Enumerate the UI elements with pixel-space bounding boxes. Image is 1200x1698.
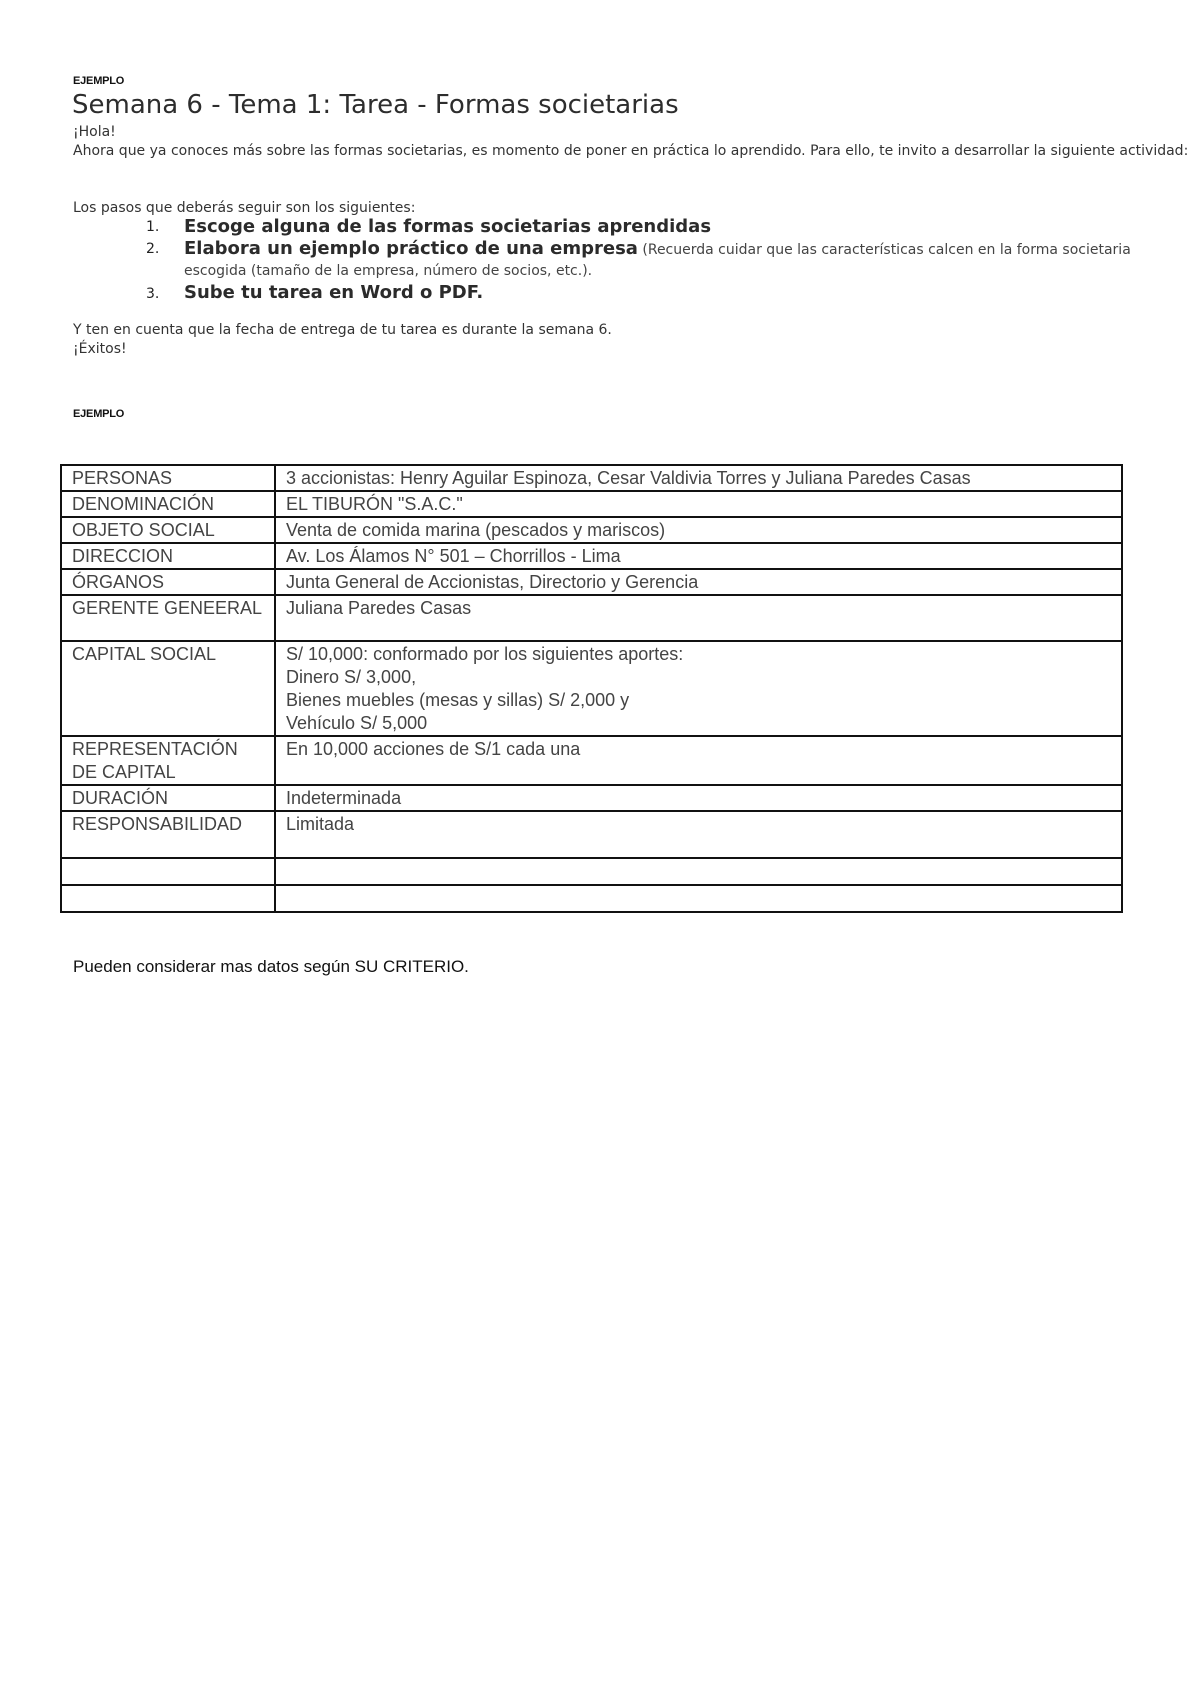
table-row [61,465,1122,491]
success-text: ¡Éxitos! [73,341,127,357]
footer-note: Pueden considerar mas datos según SU CRITERIO. [73,957,469,976]
steps-intro-text: Los pasos que deberás seguir son los siguientes: [73,200,416,216]
table-cell-value: Av. Los Álamos N° 501 – Chorrillos - Lima [275,543,1122,569]
table-cell-value: Junta General de Accionistas, Directorio y Gerencia [275,569,1122,595]
step-note: (Recuerda cuidar que las características calcen en la forma societaria escogida (tamaño de la empresa, número de socios, etc.). [184,242,1131,279]
table-cell-value: Limitada [275,811,1122,858]
table-cell-key: CAPITAL SOCIAL [61,641,275,736]
table-row [61,641,1122,736]
step-title: Elabora un ejemplo práctico de una empresa [184,238,638,259]
table-cell-value [275,885,1122,912]
step-number: 3. [146,286,160,302]
table-cell-value: Indeterminada [275,785,1122,811]
step-title: Escoge alguna de las formas societarias aprendidas [184,216,712,237]
table-cell-key [61,858,275,885]
step-number: 1. [146,219,160,235]
table-row [61,736,1122,785]
table-cell-key: ÓRGANOS [61,569,275,595]
table-row [61,517,1122,543]
table-cell-value: EL TIBURÓN "S.A.C." [275,491,1122,517]
table-row [61,785,1122,811]
table-cell-key: DIRECCION [61,543,275,569]
table-cell-value: Venta de comida marina (pescados y mariscos) [275,517,1122,543]
step-item [140,282,1140,304]
deadline-text: Y ten en cuenta que la fecha de entrega de tu tarea es durante la semana 6. [73,322,612,338]
step-title: Sube tu tarea en Word o PDF. [184,282,484,303]
table-cell-key: RESPONSABILIDAD [61,811,275,858]
steps-list [140,216,1140,304]
greeting-text: ¡Hola! [73,124,116,140]
table-cell-key: GERENTE GENEERAL [61,595,275,641]
table-row [61,811,1122,858]
page-title: Semana 6 - Tema 1: Tarea - Formas societarias [72,90,679,120]
example-label-top: EJEMPLO [73,75,125,87]
table-row [61,569,1122,595]
example-label-second: EJEMPLO [73,408,125,420]
step-number: 2. [146,241,160,257]
table-cell-key: DENOMINACIÓN [61,491,275,517]
table-cell-key: OBJETO SOCIAL [61,517,275,543]
table-cell-value: En 10,000 acciones de S/1 cada una [275,736,1122,785]
step-item [140,216,1140,237]
table-cell-value: S/ 10,000: conformado por los siguientes aportes: Dinero S/ 3,000, Bienes muebles (mesas y sillas) S/ 2,000 y Vehículo S/ 5,000 [275,641,1122,736]
table-cell-key: PERSONAS [61,465,275,491]
table-cell-key: REPRESENTACIÓN DE CAPITAL [61,736,275,785]
company-example-table [60,464,1123,913]
table-cell-value: 3 accionistas: Henry Aguilar Espinoza, Cesar Valdivia Torres y Juliana Paredes Casas [275,465,1122,491]
table-row [61,491,1122,517]
table-cell-key: DURACIÓN [61,785,275,811]
table-row [61,543,1122,569]
table-row [61,858,1122,885]
table-row [61,595,1122,641]
intro-paragraph: Ahora que ya conoces más sobre las formas societarias, es momento de poner en práctica lo aprendido. Para ello, te invito a desarrollar la siguiente actividad: [73,143,1189,159]
step-item [140,238,1140,282]
table-cell-key [61,885,275,912]
table-cell-value: Juliana Paredes Casas [275,595,1122,641]
table-cell-value [275,858,1122,885]
table-row [61,885,1122,912]
